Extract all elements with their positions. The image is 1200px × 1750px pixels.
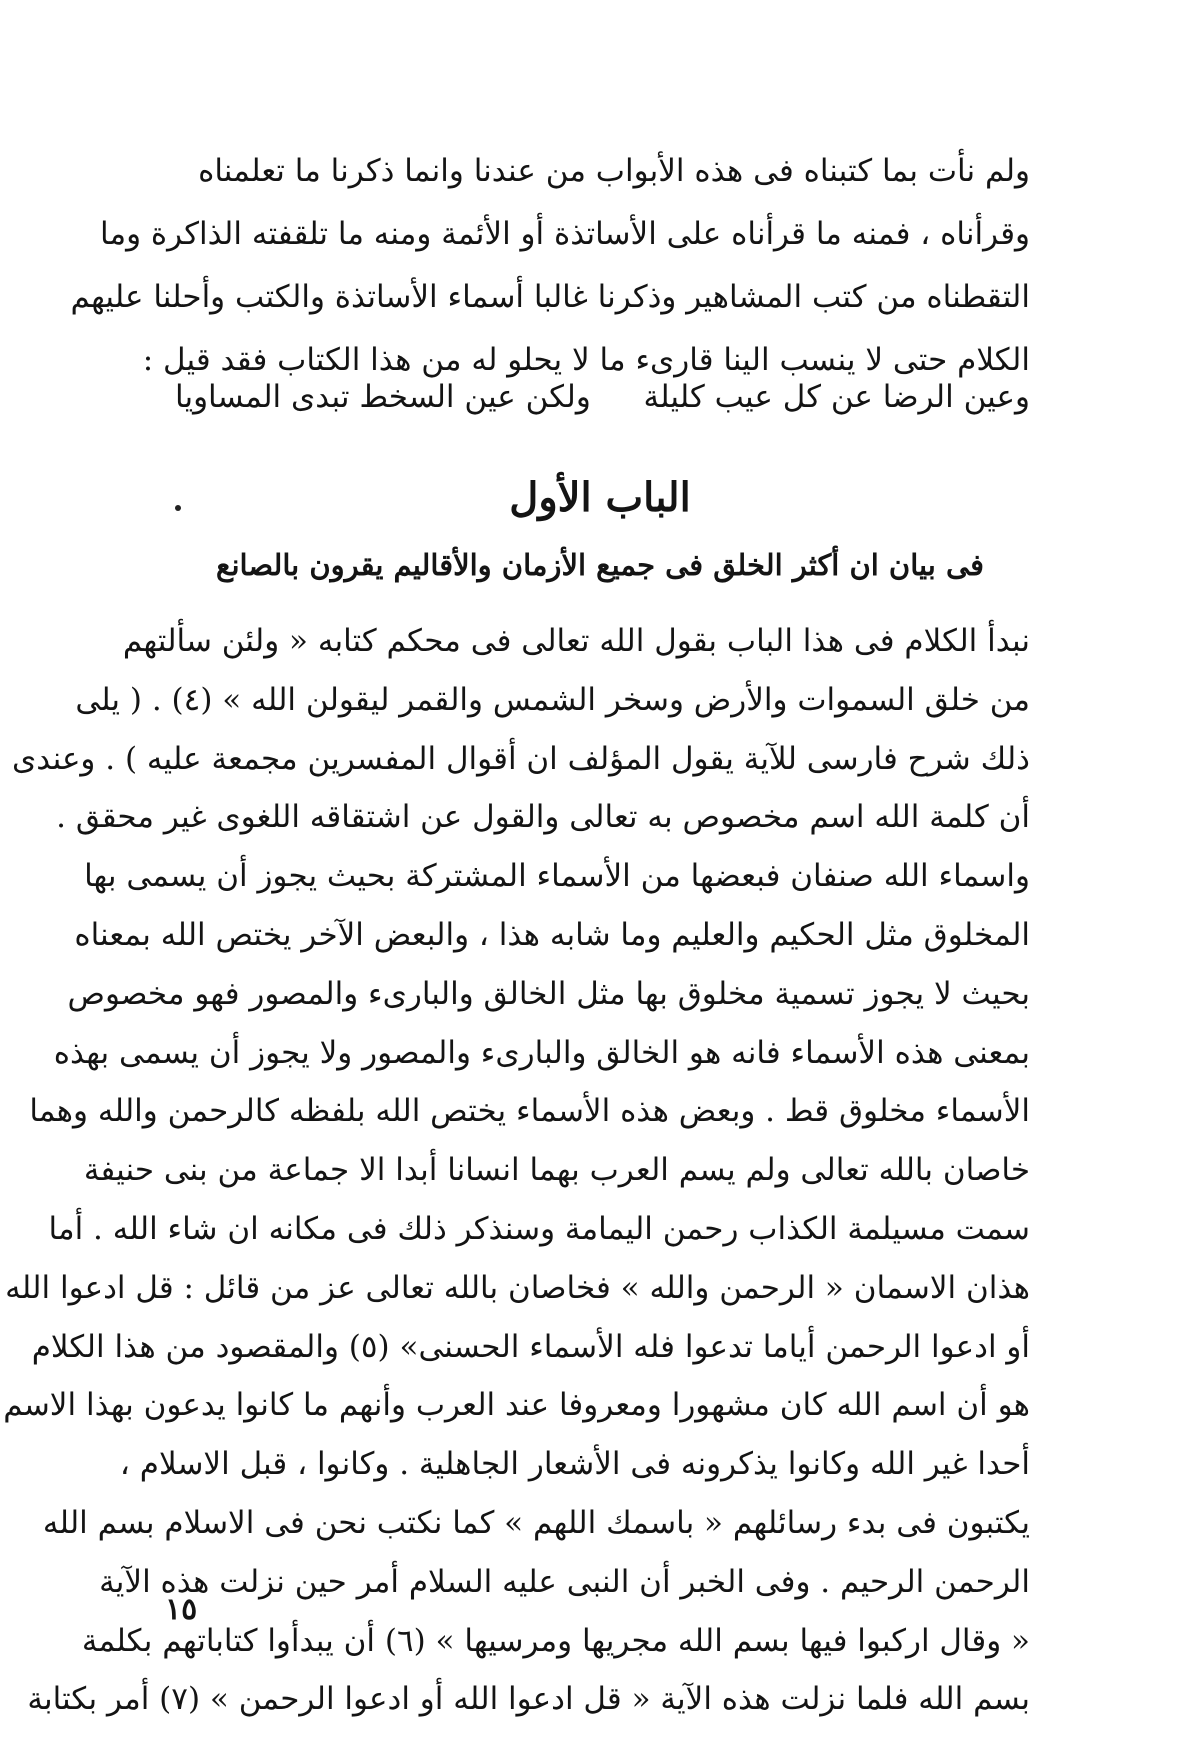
- intro-line: ولم نأت بما كتبناه فى هذه الأبواب من عندنا وانما ذكرنا ما تعلمناه: [198, 153, 1030, 189]
- body-line: هو أن اسم الله كان مشهورا ومعروفا عند العرب وأنهم ما كانوا يدعون بهذا الاسم: [3, 1387, 1030, 1424]
- chapter-title: الباب الأول: [509, 474, 691, 521]
- poetry-verse: [175, 372, 1030, 422]
- intro-line: الكلام حتى لا ينسب الينا قارىء ما لا يحلو له من هذا الكتاب فقد قيل :: [142, 342, 1030, 378]
- body-line: الأسماء مخلوق قط . وبعض هذه الأسماء يختص الله بلفظه كالرحمن والله وهما: [29, 1093, 1030, 1130]
- body-line: هذان الاسمان « الرحمن والله » فخاصان بالله تعالى عز من قائل : قل ادعوا الله: [5, 1269, 1030, 1306]
- body-line: يكتبون فى بدء رسائلهم « باسمك اللهم » كما نكتب نحن فى الاسلام بسم الله: [42, 1504, 1030, 1541]
- stray-dot-mark: [175, 505, 181, 511]
- body-line: أحدا غير الله وكانوا يذكرونه فى الأشعار الجاهلية . وكانوا ، قبل الاسلام ،: [119, 1446, 1030, 1483]
- body-line: نبدأ الكلام فى هذا الباب بقول الله تعالى فى محكم كتابه « ولئن سألتهم: [122, 623, 1030, 659]
- intro-line: وقرأناه ، فمنه ما قرأناه على الأساتذة أو الأئمة ومنه ما تلقفته الذاكرة وما: [100, 216, 1030, 252]
- body-line: بحيث لا يجوز تسمية مخلوق بها مثل الخالق والبارىء والمصور فهو مخصوص: [67, 975, 1030, 1012]
- body-line: « وقال اركبوا فيها بسم الله مجريها ومرسيها » (٦) أن يبدأوا كتاباتهم بكلمة: [81, 1622, 1030, 1659]
- intro-line: التقطناه من كتب المشاهير وذكرنا غالبا أسماء الأساتذة والكتب وأحلنا عليهم: [70, 279, 1030, 315]
- body-line: المخلوق مثل الحكيم والعليم وما شابه هذا ، والبعض الآخر يختص الله بمعناه: [74, 916, 1030, 953]
- body-line: بسم الله فلما نزلت هذه الآية « قل ادعوا الله أو ادعوا الرحمن » (٧) أمر بكتابة: [27, 1681, 1030, 1718]
- body-line: أن كلمة الله اسم مخصوص به تعالى والقول عن اشتقاقه اللغوى غير محقق .: [56, 799, 1030, 836]
- chapter-subtitle: فى بيان ان أكثر الخلق فى جميع الأزمان والأقاليم يقرون بالصانع: [216, 548, 984, 582]
- body-line: الرحمن الرحيم . وفى الخبر أن النبى عليه السلام أمر حين نزلت هذه الآية: [99, 1563, 1030, 1600]
- body-line: واسماء الله صنفان فبعضها من الأسماء المشتركة بحيث يجوز أن يسمى بها: [84, 858, 1030, 895]
- body-line: بمعنى هذه الأسماء فانه هو الخالق والبارىء والمصور ولا يجوز أن يسمى بهذه: [53, 1034, 1030, 1071]
- body-line: ذلك شرح فارسى للآية يقول المؤلف ان أقوال المفسرين مجمعة عليه ) . وعندى: [12, 740, 1030, 777]
- body-line: خاصان بالله تعالى ولم يسم العرب بهما انسانا أبدا الا جماعة من بنى حنيفة: [83, 1152, 1030, 1189]
- body-line: أو ادعوا الرحمن أياما تدعوا فله الأسماء الحسنى» (٥) والمقصود من هذا الكلام: [31, 1328, 1030, 1365]
- verse-first-hemistich: وعين الرضا عن كل عيب كليلة: [643, 379, 1030, 415]
- body-line: من خلق السموات والأرض وسخر الشمس والقمر ليقولن الله » (٤) . ( يلى: [75, 681, 1030, 718]
- intro-paragraph: [70, 140, 1030, 392]
- page-number: ١٥: [165, 1592, 198, 1627]
- verse-second-hemistich: ولكن عين السخط تبدى المساويا: [175, 379, 591, 415]
- body-paragraph: [3, 612, 1030, 1729]
- body-line: سمت مسيلمة الكذاب رحمن اليمامة وسنذكر ذلك فى مكانه ان شاء الله . أما: [48, 1210, 1030, 1247]
